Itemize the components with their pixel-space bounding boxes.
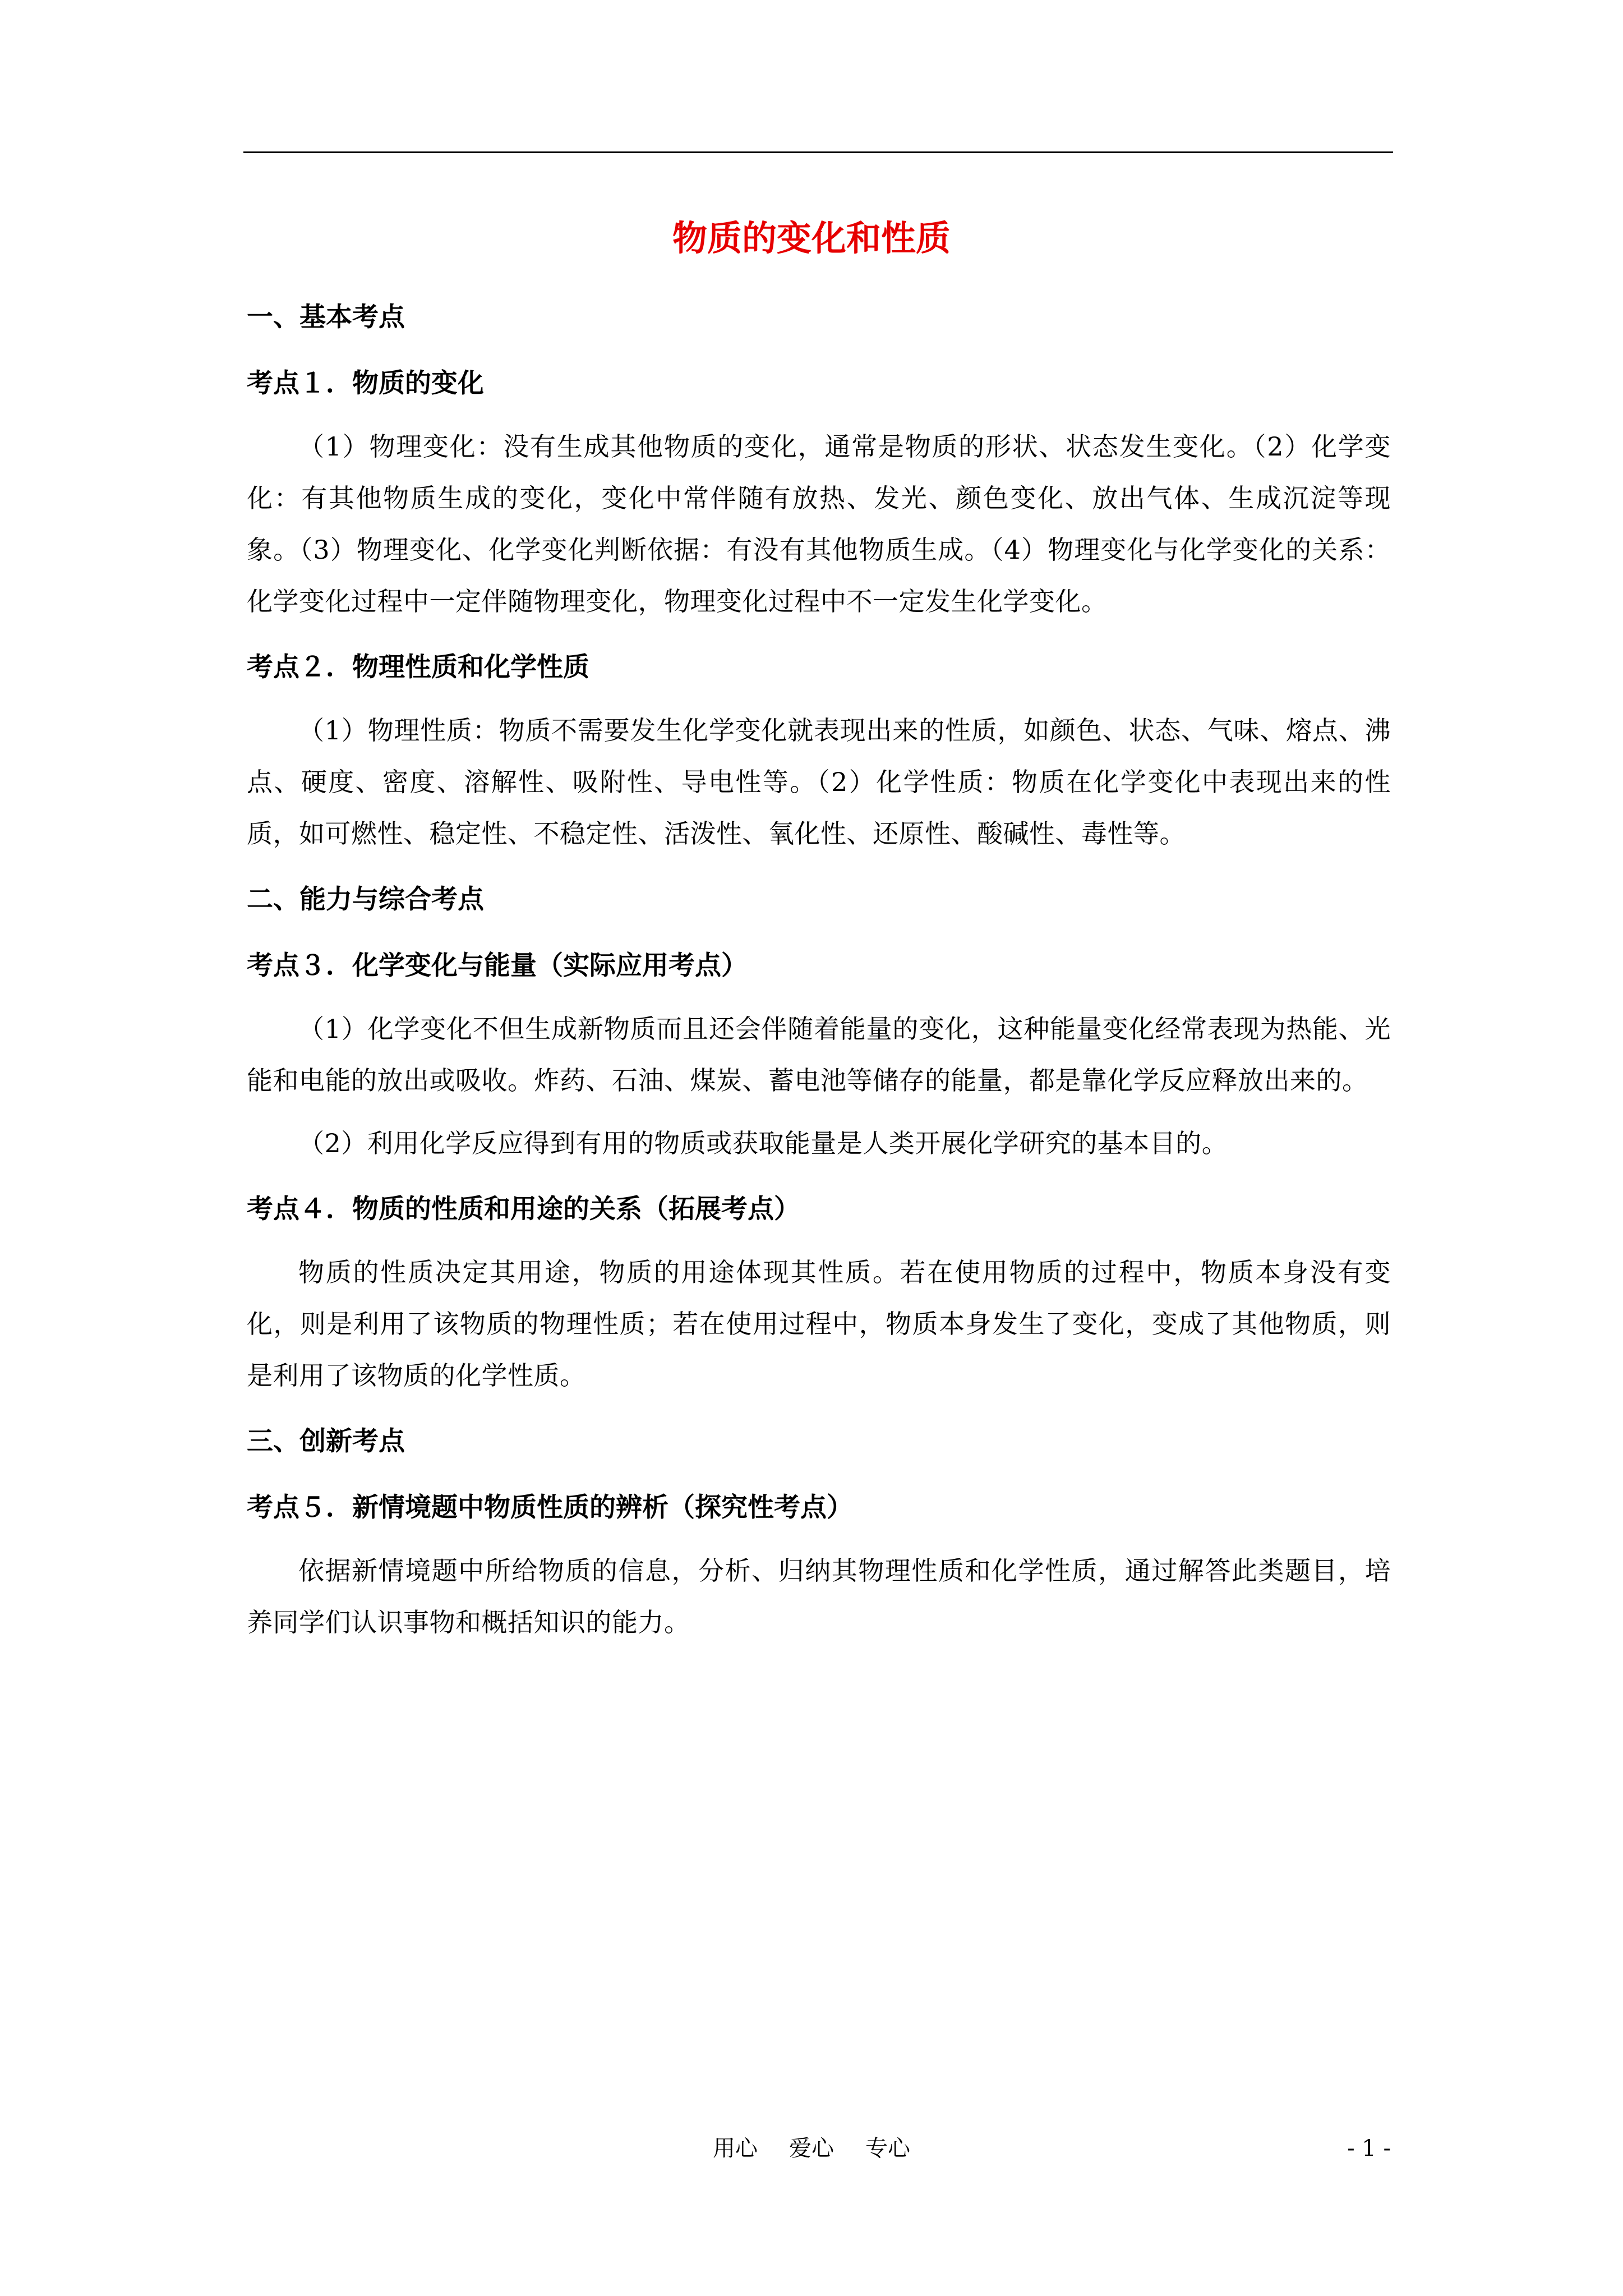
kaodian-5-heading: 考点５．新情境题中物质性质的辨析（探究性考点） xyxy=(247,1492,853,1523)
footer-item-1: 用心 xyxy=(713,2136,758,2161)
section-heading-ability: 二、能力与综合考点 xyxy=(247,884,484,915)
kaodian-2-paragraph: （1）物理性质：物质不需要发生化学变化就表现出来的性质，如颜色、状态、气味、熔点、沸点、硬度、密度、溶解性、吸附性、导电性等。（2）化学性质：物质在化学变化中表现出来的性质，如可燃性、稳定性、不稳定性、活泼性、氧化性、还原性、酸碱性、毒性等。 xyxy=(247,715,1391,849)
footer-item-2: 爱心 xyxy=(789,2136,834,2161)
kaodian-1-paragraph: （1）物理变化：没有生成其他物质的变化，通常是物质的形状、状态发生变化。（2）化学变化：有其他物质生成的变化，变化中常伴随有放热、发光、颜色变化、放出气体、生成沉淀等现象。（3）物理变化、化学变化判断依据：有没有其他物质生成。（4）物理变化与化学变化的关系：化学变化过程中一定伴随物理变化，物理变化过程中不一定发生化学变化。 xyxy=(247,431,1391,616)
kaodian-2-heading: 考点２．物理性质和化学性质 xyxy=(247,652,589,683)
kaodian-1-heading: 考点１．物质的变化 xyxy=(247,368,484,399)
footer-item-3: 专心 xyxy=(865,2136,910,2161)
kaodian-4-paragraph: 物质的性质决定其用途，物质的用途体现其性质。若在使用物质的过程中，物质本身没有变化，则是利用了该物质的物理性质；若在使用过程中，物质本身发生了变化，变成了其他物质，则是利用了该物质的化学性质。 xyxy=(247,1257,1391,1391)
kaodian-3-heading: 考点３．化学变化与能量（实际应用考点） xyxy=(247,950,748,981)
page-number: - 1 - xyxy=(1347,2136,1391,2161)
kaodian-4-heading: 考点４．物质的性质和用途的关系（拓展考点） xyxy=(247,1194,800,1225)
kaodian-3-paragraph-2: （2）利用化学反应得到有用的物质或获取能量是人类开展化学研究的基本目的。 xyxy=(298,1128,1228,1158)
page-title: 物质的变化和性质 xyxy=(672,218,951,259)
section-heading-basic: 一、基本考点 xyxy=(247,302,405,333)
kaodian-3-paragraph-1: （1）化学变化不但生成新物质而且还会伴随着能量的变化，这种能量变化经常表现为热能、光能和电能的放出或吸收。炸药、石油、煤炭、蓄电池等储存的能量，都是靠化学反应释放出来的。 xyxy=(247,1014,1391,1096)
header-rule xyxy=(243,151,1393,153)
kaodian-5-paragraph: 依据新情境题中所给物质的信息，分析、归纳其物理性质和化学性质，通过解答此类题目，培养同学们认识事物和概括知识的能力。 xyxy=(247,1556,1391,1637)
section-heading-innovation: 三、创新考点 xyxy=(247,1426,405,1457)
document-body xyxy=(247,292,1391,1659)
